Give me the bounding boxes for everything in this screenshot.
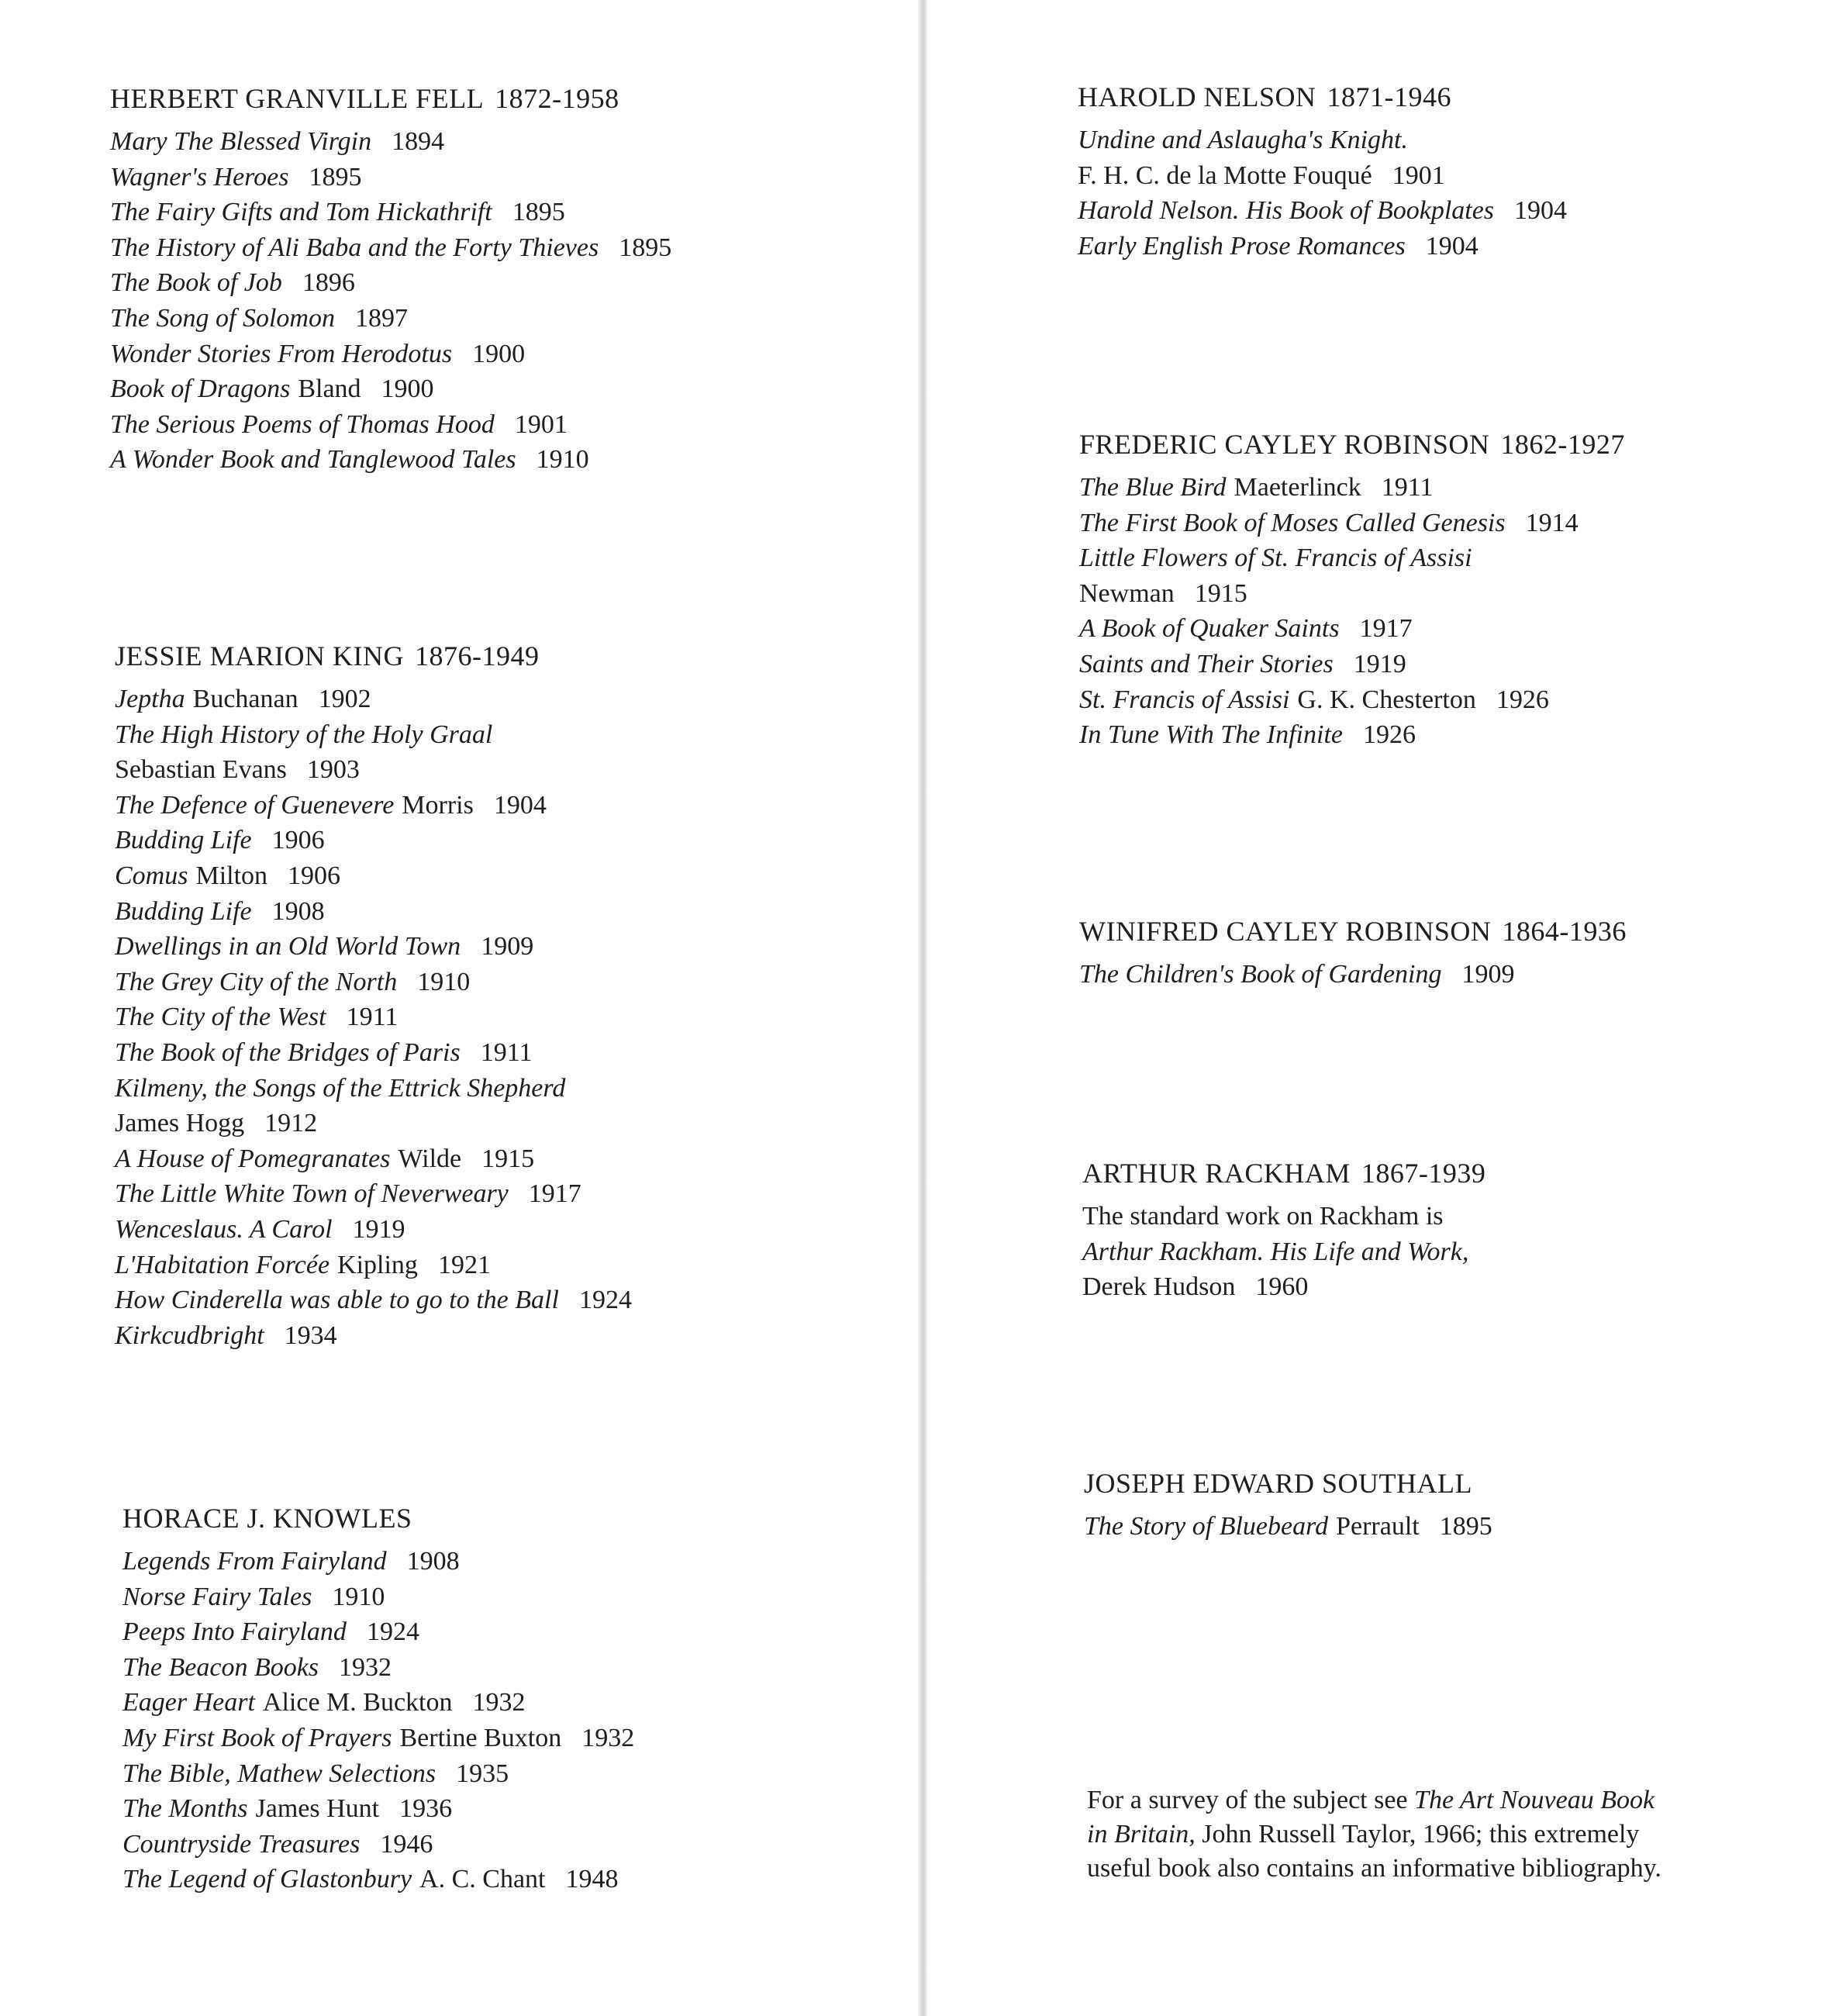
section-arthur-rackham (1082, 1155, 1485, 1305)
section-frederic-cayley-robinson (1079, 426, 1625, 753)
publication-year: 1906 (288, 861, 341, 890)
artist-name: HAROLD NELSON (1078, 81, 1316, 112)
artist-dates: 1872-1958 (495, 83, 619, 114)
book-title: The Blue Bird (1079, 473, 1227, 502)
book-entry (115, 929, 632, 965)
book-entry (115, 1318, 632, 1354)
book-entry (1079, 506, 1625, 541)
book-entry (1079, 717, 1625, 753)
publication-year: 1919 (1353, 649, 1406, 678)
publication-year: 1911 (1381, 473, 1434, 502)
book-list (1079, 957, 1627, 992)
book-list (1082, 1199, 1485, 1305)
publication-year: 1894 (392, 127, 445, 156)
book-title: The Legend of Glastonbury (122, 1865, 412, 1894)
book-entry (110, 371, 671, 407)
book-entry (115, 999, 632, 1035)
book-entry (110, 124, 671, 160)
book-title: The History of Ali Baba and the Forty Thieves (110, 233, 599, 262)
note-text: For a survey of the subject see (1087, 1786, 1415, 1814)
book-entry (122, 1791, 634, 1827)
book-entry (122, 1685, 634, 1721)
book-entry (122, 1579, 634, 1615)
artist-heading (115, 638, 632, 674)
publication-year: 1932 (339, 1652, 392, 1682)
book-entry (115, 1248, 632, 1283)
publication-year: 1910 (332, 1582, 385, 1611)
artist-dates: 1876-1949 (415, 640, 540, 671)
book-title: Eager Heart (122, 1688, 255, 1717)
book-entry (115, 717, 632, 753)
publication-year: 1908 (406, 1547, 460, 1576)
artist-dates: 1867-1939 (1361, 1158, 1486, 1189)
publication-year: 1946 (380, 1829, 433, 1859)
book-title: Dwellings in an Old World Town (115, 932, 461, 961)
publication-year: 1915 (1194, 578, 1247, 608)
book-entry (110, 301, 671, 337)
publication-year: 1924 (366, 1617, 419, 1647)
book-title: The Story of Bluebeard (1084, 1512, 1329, 1541)
publication-year: 1924 (578, 1286, 632, 1315)
book-entry (1079, 957, 1627, 992)
publication-year: 1906 (271, 826, 325, 855)
book-entry (115, 1106, 632, 1141)
book-title: Arthur Rackham. His Life and Work, (1082, 1237, 1469, 1266)
book-title: My First Book of Prayers (122, 1723, 392, 1752)
publication-year: 1917 (528, 1179, 581, 1209)
book-entry (1079, 611, 1625, 647)
book-entry (122, 1544, 634, 1579)
book-entry (115, 858, 632, 894)
section-harold-nelson (1078, 79, 1567, 264)
publication-year: 1960 (1255, 1272, 1309, 1302)
publication-year: 1909 (481, 932, 534, 961)
book-entry (115, 1176, 632, 1212)
book-entry (1078, 123, 1567, 158)
book-entry (1082, 1199, 1485, 1234)
book-author: James Hunt (255, 1794, 380, 1824)
book-entry (122, 1862, 634, 1897)
artist-name: JOSEPH EDWARD SOUTHALL (1084, 1468, 1473, 1499)
book-title: L'Habitation Forcée (115, 1250, 330, 1279)
book-entry (122, 1721, 634, 1756)
publication-year: 1919 (352, 1214, 405, 1244)
note-text: useful book also contains an informative bibliography. (1087, 1854, 1661, 1883)
book-title: St. Francis of Assisi (1079, 685, 1290, 714)
book-entry (110, 265, 671, 301)
artist-dates: 1871-1946 (1327, 81, 1451, 112)
book-title: The Song of Solomon (110, 303, 335, 333)
book-entry (1079, 540, 1625, 576)
publication-year: 1896 (302, 268, 355, 298)
publication-year: 1901 (514, 409, 568, 439)
book-title: Little Flowers of St. Francis of Assisi (1079, 544, 1472, 573)
book-title: Countryside Treasures (122, 1829, 361, 1859)
publication-year: 1904 (493, 790, 547, 820)
book-author: The standard work on Rackham is (1082, 1202, 1444, 1231)
book-title: Comus (115, 861, 188, 890)
book-title: Wagner's Heroes (110, 162, 289, 192)
note-text: John Russell Taylor, 1966; this extremely (1195, 1820, 1640, 1849)
book-author: Derek Hudson (1082, 1272, 1236, 1302)
book-entry (115, 682, 632, 717)
book-list (115, 682, 632, 1353)
artist-name: HORACE J. KNOWLES (122, 1503, 412, 1534)
publication-year: 1911 (346, 1003, 399, 1032)
book-entry (1078, 193, 1567, 229)
book-entry (1078, 229, 1567, 264)
book-entry (110, 337, 671, 372)
publication-year: 1915 (481, 1144, 535, 1173)
book-title: Mary The Blessed Virgin (110, 127, 372, 156)
book-entry (110, 407, 671, 443)
book-entry (1084, 1509, 1492, 1545)
note-book-title: in Britain, (1087, 1820, 1196, 1849)
book-title: Saints and Their Stories (1079, 649, 1334, 678)
book-entry (1079, 682, 1625, 718)
book-list (110, 124, 671, 478)
book-entry (1082, 1234, 1485, 1270)
book-author: Sebastian Evans (115, 755, 287, 785)
book-author: Maeterlinck (1234, 473, 1361, 502)
publication-year: 1926 (1496, 685, 1549, 714)
publication-year: 1909 (1461, 960, 1515, 989)
book-author: Kipling (337, 1250, 418, 1279)
book-title: The Beacon Books (122, 1652, 319, 1682)
section-herbert-granville-fell (110, 81, 671, 478)
publication-year: 1910 (417, 967, 471, 996)
publication-year: 1895 (309, 162, 362, 192)
book-author: Wilde (398, 1144, 462, 1173)
book-entry (115, 894, 632, 930)
book-title: A Book of Quaker Saints (1079, 614, 1340, 644)
book-entry (115, 1141, 632, 1177)
artist-name: JESSIE MARION KING (115, 640, 405, 671)
book-title: The Serious Poems of Thomas Hood (110, 409, 495, 439)
artist-name: WINIFRED CAYLEY ROBINSON (1079, 916, 1492, 947)
book-title: Legends From Fairyland (122, 1547, 387, 1576)
book-entry (115, 823, 632, 858)
book-title: In Tune With The Infinite (1079, 720, 1343, 750)
publication-year: 1910 (536, 445, 589, 475)
book-author: Alice M. Buckton (262, 1688, 453, 1717)
book-title: Budding Life (115, 896, 252, 926)
artist-heading (1084, 1465, 1492, 1501)
publication-year: 1914 (1525, 508, 1579, 537)
book-entry (115, 1035, 632, 1071)
book-entry (115, 788, 632, 823)
publication-year: 1948 (565, 1865, 619, 1894)
book-entry (110, 195, 671, 230)
book-list (1079, 470, 1625, 753)
artist-heading (1079, 426, 1625, 462)
book-list (1078, 123, 1567, 264)
publication-year: 1895 (1439, 1512, 1492, 1541)
book-title: The Book of the Bridges of Paris (115, 1037, 461, 1067)
book-title: Early English Prose Romances (1078, 231, 1406, 261)
book-title: The First Book of Moses Called Genesis (1079, 508, 1506, 537)
publication-year: 1917 (1359, 614, 1413, 644)
publication-year: 1902 (318, 685, 371, 713)
right-page (923, 0, 1846, 2016)
book-title: Kilmeny, the Songs of the Ettrick Shepherd (115, 1073, 566, 1103)
note-book-title: The Art Nouveau Book (1414, 1786, 1655, 1814)
note-line (1087, 1818, 1831, 1852)
artist-heading (1078, 79, 1567, 115)
publication-year: 1904 (1514, 196, 1568, 226)
publication-year: 1903 (306, 755, 360, 785)
book-title: The Book of Job (110, 268, 282, 298)
book-entry (115, 1282, 632, 1318)
artist-heading (1079, 913, 1627, 949)
publication-year: 1935 (456, 1759, 509, 1788)
book-entry (122, 1614, 634, 1650)
book-title: Budding Life (115, 826, 252, 855)
publication-year: 1921 (437, 1250, 491, 1279)
publication-year: 1904 (1425, 231, 1479, 261)
book-title: Jeptha (115, 685, 185, 713)
book-entry (1082, 1269, 1485, 1305)
publication-year: 1932 (472, 1688, 526, 1717)
book-title: How Cinderella was able to go to the Ball (115, 1286, 559, 1315)
book-list (122, 1544, 634, 1897)
book-title: The Grey City of the North (115, 967, 398, 996)
section-jessie-marion-king (115, 638, 632, 1353)
book-title: The Children's Book of Gardening (1079, 960, 1442, 989)
artist-dates: 1862-1927 (1500, 429, 1625, 460)
book-entry (115, 965, 632, 1000)
book-title: The Little White Town of Neverweary (115, 1179, 509, 1209)
publication-year: 1897 (354, 303, 408, 333)
book-entry (115, 1071, 632, 1106)
book-author: Buchanan (192, 685, 298, 713)
book-entry (122, 1650, 634, 1686)
book-entry (1078, 158, 1567, 194)
book-entry (122, 1827, 634, 1862)
book-entry (110, 442, 671, 478)
book-entry (110, 230, 671, 266)
book-entry (115, 752, 632, 788)
book-title: The City of the West (115, 1003, 326, 1032)
book-title: Kirkcudbright (115, 1320, 264, 1350)
book-title: Norse Fairy Tales (122, 1582, 312, 1611)
book-entry (1079, 576, 1625, 612)
publication-year: 1926 (1362, 720, 1416, 750)
publication-year: 1908 (271, 896, 325, 926)
book-title: Harold Nelson. His Book of Bookplates (1078, 196, 1495, 226)
book-list (1084, 1509, 1492, 1545)
publication-year: 1912 (264, 1109, 318, 1138)
publication-year: 1895 (512, 198, 565, 227)
book-title: A Wonder Book and Tanglewood Tales (110, 445, 516, 475)
publication-year: 1900 (381, 375, 434, 404)
book-entry (115, 1212, 632, 1248)
section-winifred-cayley-robinson (1079, 913, 1627, 992)
book-title: The High History of the Holy Graal (115, 720, 493, 749)
publication-year: 1934 (284, 1320, 337, 1350)
book-title: The Bible, Mathew Selections (122, 1759, 436, 1788)
book-title: Wonder Stories From Herodotus (110, 339, 453, 368)
section-joseph-edward-southall (1084, 1465, 1492, 1545)
section-horace-j-knowles (122, 1500, 634, 1897)
artist-heading (1082, 1155, 1485, 1191)
book-title: Undine and Aslaugha's Knight. (1078, 126, 1408, 154)
book-entry (1079, 470, 1625, 506)
book-entry (110, 160, 671, 195)
book-title: The Fairy Gifts and Tom Hickathrift (110, 198, 492, 227)
artist-dates: 1864-1936 (1502, 916, 1627, 947)
book-author: Perrault (1336, 1512, 1420, 1541)
artist-name: HERBERT GRANVILLE FELL (110, 83, 485, 114)
artist-heading (110, 81, 671, 116)
publication-year: 1936 (399, 1794, 453, 1824)
artist-name: FREDERIC CAYLEY ROBINSON (1079, 429, 1490, 460)
book-title: A House of Pomegranates (115, 1144, 391, 1173)
book-entry (1079, 647, 1625, 682)
book-author: Bertine Buxton (399, 1723, 562, 1752)
book-title: The Months (122, 1794, 248, 1824)
publication-year: 1900 (472, 339, 526, 368)
book-author: A. C. Chant (419, 1865, 546, 1894)
note-line (1087, 1783, 1831, 1818)
book-author: Bland (298, 375, 361, 404)
book-author: James Hogg (115, 1109, 245, 1138)
book-entry (122, 1756, 634, 1792)
book-author: F. H. C. de la Motte Fouqué (1078, 161, 1372, 190)
artist-heading (122, 1500, 634, 1536)
publication-year: 1932 (581, 1723, 635, 1752)
book-title: The Defence of Guenevere (115, 790, 395, 820)
book-author: Milton (195, 861, 268, 890)
note-line (1087, 1852, 1831, 1886)
book-author: Morris (402, 790, 474, 820)
book-title: Peeps Into Fairyland (122, 1617, 347, 1647)
publication-year: 1895 (619, 233, 672, 262)
book-title: Wenceslaus. A Carol (115, 1214, 333, 1244)
bibliography-note (1087, 1783, 1831, 1886)
book-title: Book of Dragons (110, 375, 291, 404)
book-author: G. K. Chesterton (1297, 685, 1476, 714)
publication-year: 1901 (1392, 161, 1445, 190)
publication-year: 1911 (480, 1037, 533, 1067)
book-author: Newman (1079, 578, 1175, 608)
artist-name: ARTHUR RACKHAM (1082, 1158, 1351, 1189)
